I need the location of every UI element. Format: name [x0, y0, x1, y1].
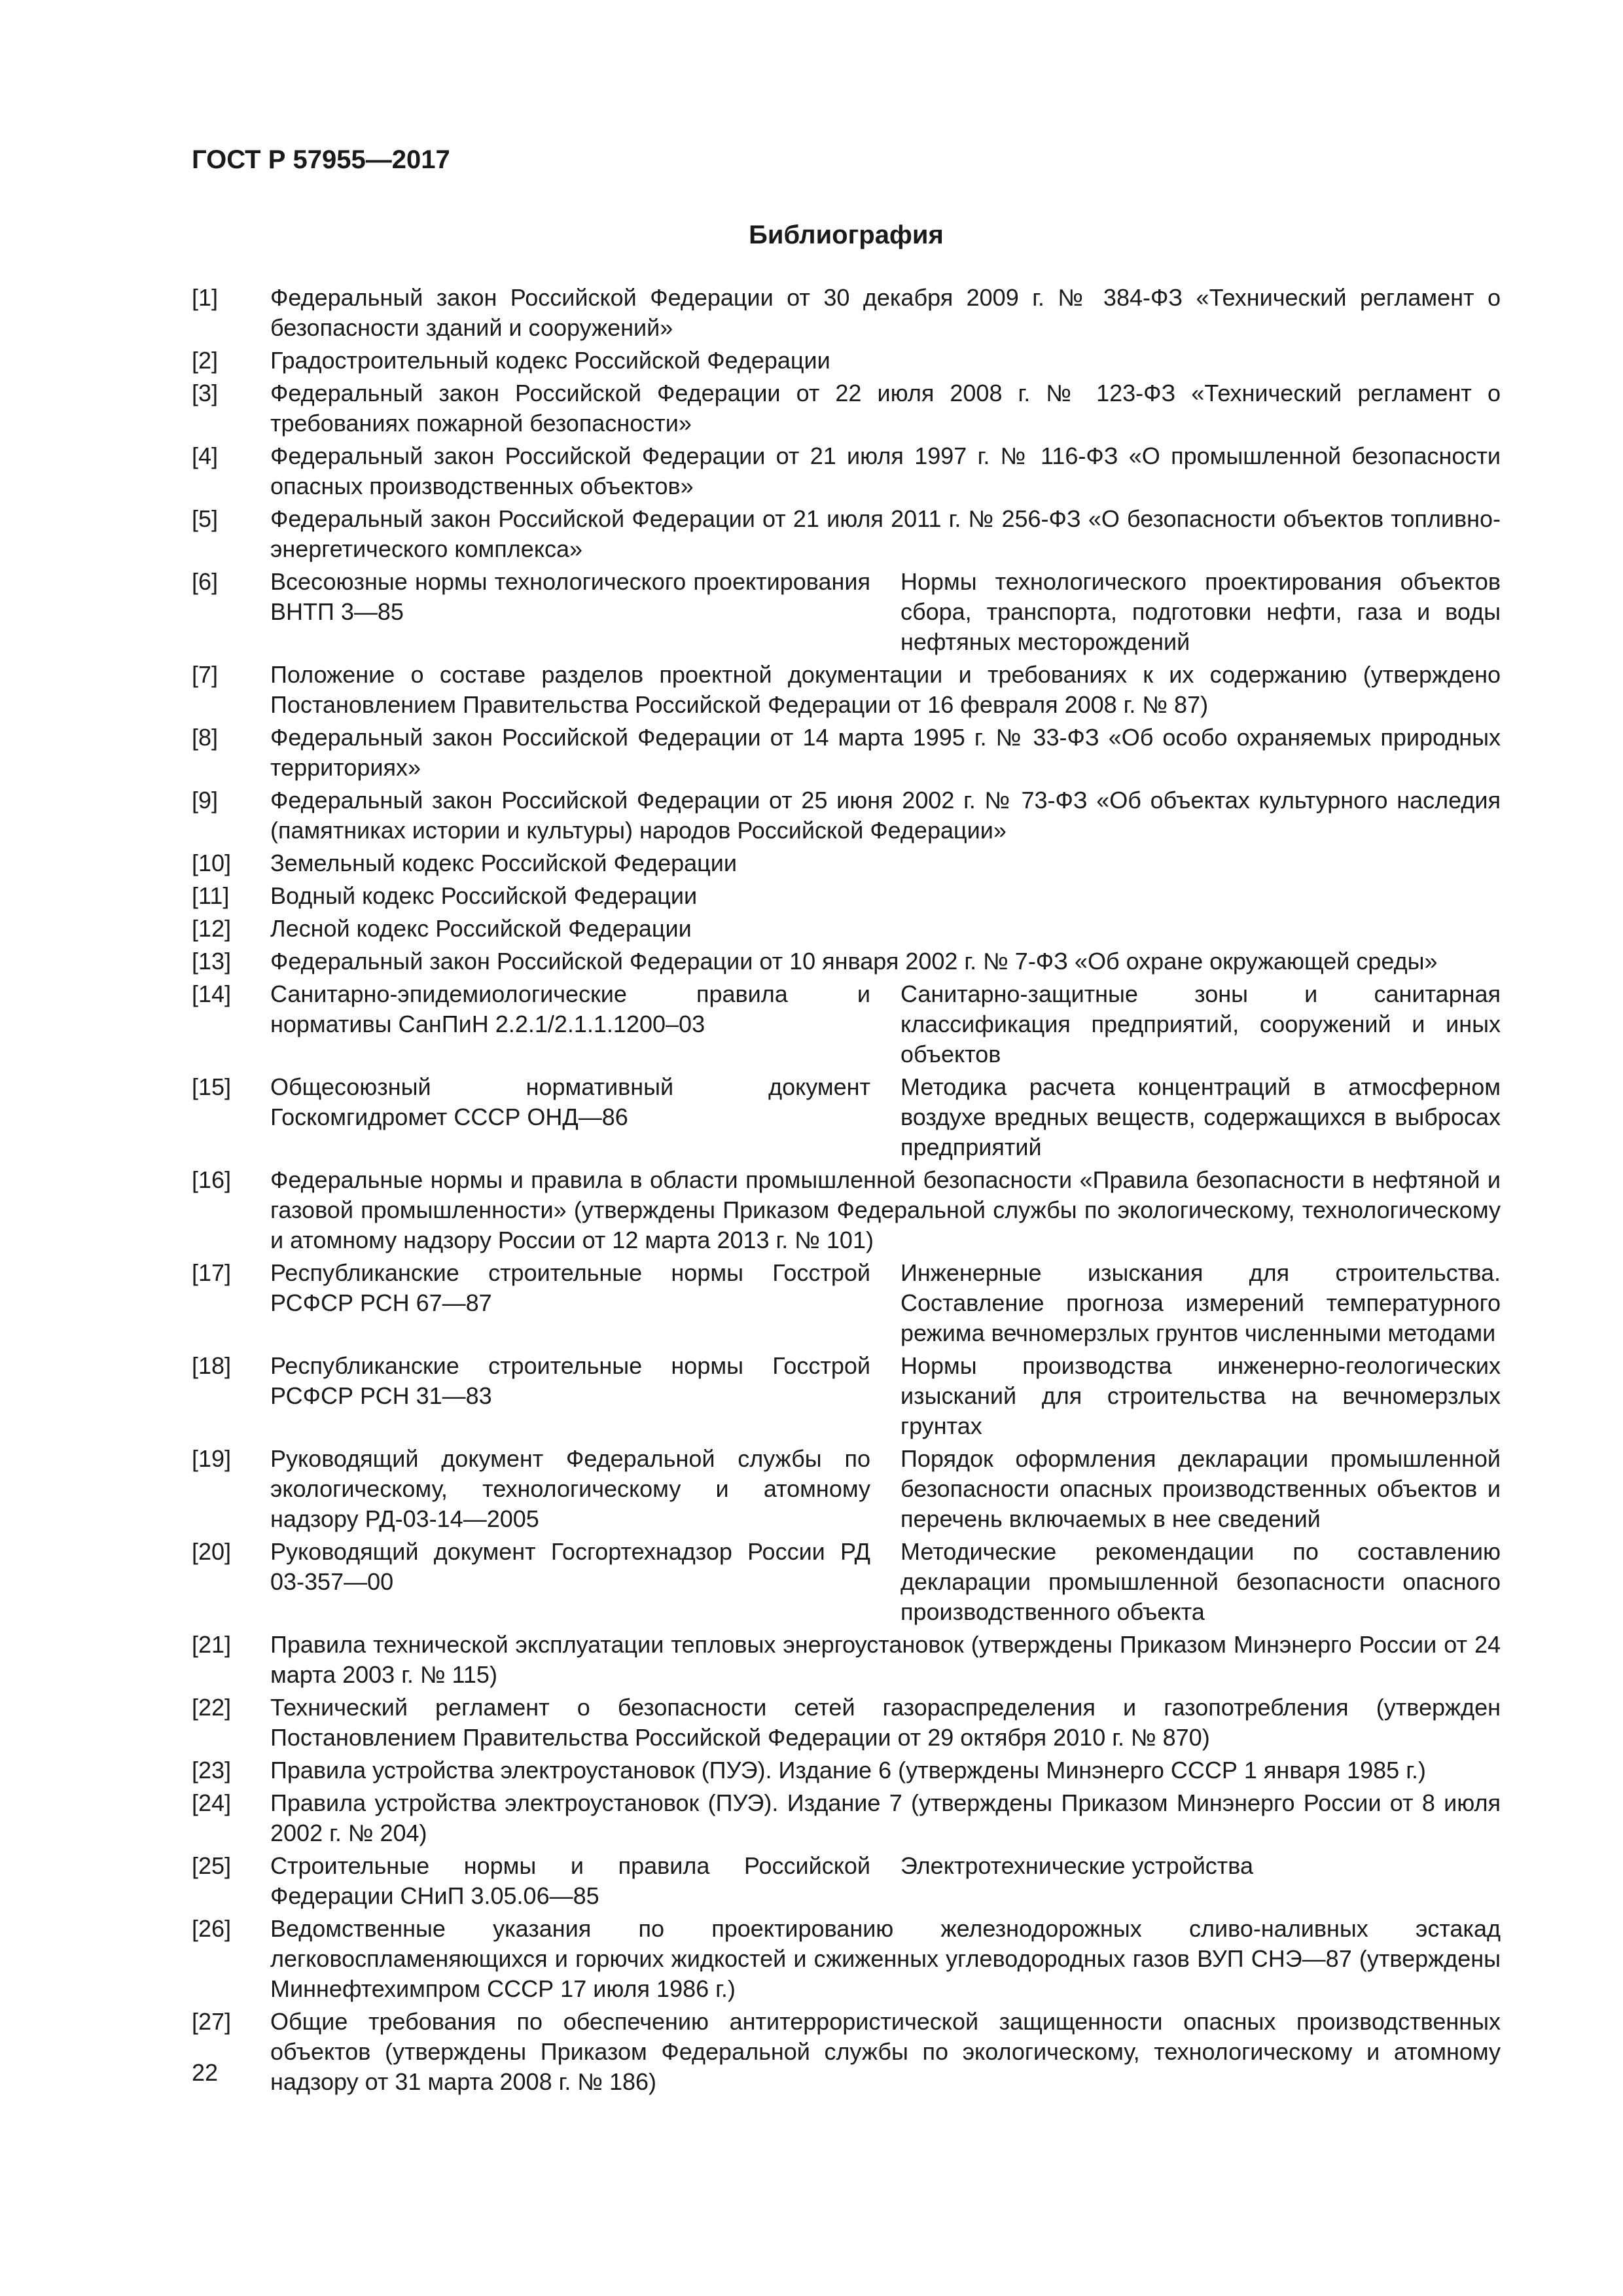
entry-two-column [270, 567, 1501, 657]
entry-text: Градостроительный кодекс Российской Федерации [270, 347, 830, 374]
bibliography-entry [192, 979, 1501, 1069]
entry-two-column [270, 1351, 1501, 1441]
bibliography-entry [192, 2007, 1501, 2097]
entry-document-title: Нормы производства инженерно-геологических изысканий для строительства на вечномерзлых грунтах [901, 1352, 1501, 1439]
bibliography-entry [192, 346, 1501, 376]
entry-number: [14] [192, 980, 232, 1007]
bibliography-entry [192, 441, 1501, 501]
entry-number: [20] [192, 1538, 232, 1565]
entry-text: Положение о составе разделов проектной документации и требованиях к их содержанию (утверждено Постановлением Правительства Российской Федерации от 16 февраля 2008 г. № 87) [270, 661, 1501, 718]
entry-number: [8] [192, 724, 219, 751]
bibliography-entry [192, 660, 1501, 720]
entry-text: Земельный кодекс Российской Федерации [270, 850, 738, 876]
bibliography-list [192, 283, 1501, 2100]
bibliography-entry [192, 1693, 1501, 1753]
entry-number: [2] [192, 347, 219, 374]
entry-number: [22] [192, 1694, 232, 1721]
bibliography-entry [192, 1755, 1501, 1785]
bibliography-entry [192, 785, 1501, 846]
entry-number: [4] [192, 442, 219, 469]
entry-document-title: Нормы технологического проектирования объектов сбора, транспорта, подготовки нефти, газа и воды нефтяных месторождений [901, 568, 1501, 655]
entry-number: [15] [192, 1073, 232, 1100]
entry-two-column [270, 1537, 1501, 1627]
entry-number: [6] [192, 568, 219, 595]
bibliography-entry [192, 881, 1501, 911]
entry-text: Федеральный закон Российской Федерации от 14 марта 1995 г. № 33-ФЗ «Об особо охраняемых природных территориях» [270, 724, 1501, 781]
bibliography-entry [192, 1537, 1501, 1627]
entry-text: Водный кодекс Российской Федерации [270, 882, 698, 909]
entry-number: [25] [192, 1852, 232, 1879]
entry-number: [5] [192, 505, 219, 532]
entry-number: [3] [192, 380, 219, 406]
entry-text: Федеральные нормы и правила в области промышленной безопасности «Правила безопасности в нефтяной и газовой промышленности» (утверждены Приказом Федеральной службы по экологическому, технологическому и атомному надзору России от 12 марта 2013 г. № 101) [270, 1166, 1501, 1253]
bibliography-entry [192, 914, 1501, 944]
bibliography-entry [192, 1258, 1501, 1348]
entry-number: [26] [192, 1915, 232, 1942]
entry-two-column [270, 1072, 1501, 1162]
entry-two-column [270, 1444, 1501, 1534]
entry-document-name: Строительные нормы и правила Российской Федерации СНиП 3.05.06—85 [270, 1852, 870, 1909]
bibliography-entry [192, 1351, 1501, 1441]
entry-document-name: Республиканские строительные нормы Госстрой РСФСР РСН 67—87 [270, 1259, 870, 1316]
entry-number: [16] [192, 1166, 232, 1193]
entry-text: Федеральный закон Российской Федерации от 22 июля 2008 г. № 123-ФЗ «Технический регламент о требованиях пожарной безопасности» [270, 380, 1501, 437]
entry-text: Федеральный закон Российской Федерации от 25 июня 2002 г. № 73-ФЗ «Об объектах культурного наследия (памятниках истории и культуры) народов Российской Федерации» [270, 787, 1501, 844]
bibliography-entry [192, 504, 1501, 564]
page-number: 22 [192, 2059, 219, 2086]
entry-text: Правила технической эксплуатации тепловых энергоустановок (утверждены Приказом Минэнерго России от 24 марта 2003 г. № 115) [270, 1631, 1501, 1688]
bibliography-entry [192, 1165, 1501, 1255]
entry-text: Общие требования по обеспечению антитеррористической защищенности опасных производственных объектов (утверждены Приказом Федеральной службы по экологическому, технологическому и атомному надзору от 31 марта 2008 г. № 186) [270, 2008, 1501, 2095]
entry-document-title: Инженерные изыскания для строительства. Составление прогноза измерений температурного режима вечномерзлых грунтов численными методами [901, 1259, 1501, 1346]
bibliography-entry [192, 378, 1501, 439]
bibliography-entry [192, 1788, 1501, 1848]
entry-document-title: Порядок оформления декларации промышленной безопасности опасных производственных объектов и перечень включаемых в нее сведений [901, 1445, 1501, 1532]
entry-document-title: Методические рекомендации по составлению декларации промышленной безопасности опасного производственного объекта [901, 1538, 1501, 1625]
document-code: ГОСТ Р 57955—2017 [192, 145, 450, 174]
entry-two-column [270, 1258, 1501, 1348]
entry-number: [17] [192, 1259, 232, 1286]
bibliography-title: Библиография [749, 221, 944, 249]
entry-text: Правила устройства электроустановок (ПУЭ). Издание 6 (утверждены Минэнерго СССР 1 января 1985 г.) [270, 1757, 1426, 1784]
entry-number: [11] [192, 882, 230, 909]
entry-text: Федеральный закон Российской Федерации от 21 июля 1997 г. № 116-ФЗ «О промышленной безопасности опасных производственных объектов» [270, 442, 1501, 499]
bibliography-entry [192, 946, 1501, 977]
entry-text: Федеральный закон Российской Федерации от 10 января 2002 г. № 7-ФЗ «Об охране окружающей среды» [270, 948, 1438, 975]
bibliography-entry [192, 1072, 1501, 1162]
entry-document-name: Республиканские строительные нормы Госстрой РСФСР РСН 31—83 [270, 1352, 870, 1409]
bibliography-entry [192, 1851, 1501, 1911]
bibliography-entry [192, 1914, 1501, 2004]
entry-text: Федеральный закон Российской Федерации от 30 декабря 2009 г. № 384-ФЗ «Технический регламент о безопасности зданий и сооружений» [270, 284, 1501, 341]
entry-two-column [270, 1851, 1501, 1911]
entry-number: [13] [192, 948, 232, 975]
entry-document-title: Санитарно-защитные зоны и санитарная классификация предприятий, сооружений и иных объектов [901, 980, 1501, 1067]
entry-text: Лесной кодекс Российской Федерации [270, 915, 692, 942]
entry-number: [24] [192, 1789, 232, 1816]
bibliography-entry [192, 723, 1501, 783]
entry-document-name: Руководящий документ Госгортехнадзор России РД 03-357—00 [270, 1538, 870, 1595]
entry-document-name: Общесоюзный нормативный документ Госкомгидромет СССР ОНД—86 [270, 1073, 870, 1130]
entry-number: [10] [192, 850, 232, 876]
entry-number: [27] [192, 2008, 232, 2035]
entry-text: Федеральный закон Российской Федерации от 21 июля 2011 г. № 256-ФЗ «О безопасности объектов топливно-энергетического комплекса» [270, 505, 1501, 562]
bibliography-entry [192, 567, 1501, 657]
entry-number: [9] [192, 787, 219, 814]
entry-document-name: Санитарно-эпидемиологические правила и нормативы СанПиН 2.2.1/2.1.1.1200–03 [270, 980, 870, 1037]
entry-document-title: Электротехнические устройства [901, 1852, 1254, 1879]
entry-document-name: Всесоюзные нормы технологического проектирования ВНТП 3—85 [270, 568, 870, 625]
entry-document-name: Руководящий документ Федеральной службы по экологическому, технологическому и атомному надзору РД-03-14—2005 [270, 1445, 870, 1532]
bibliography-entry [192, 283, 1501, 343]
entry-text: Правила устройства электроустановок (ПУЭ). Издание 7 (утверждены Приказом Минэнерго России от 8 июля 2002 г. № 204) [270, 1789, 1501, 1846]
entry-number: [7] [192, 661, 219, 688]
entry-number: [12] [192, 915, 232, 942]
entry-two-column [270, 979, 1501, 1069]
entry-number: [19] [192, 1445, 232, 1472]
entry-number: [23] [192, 1757, 232, 1784]
entry-number: [1] [192, 284, 219, 311]
entry-number: [18] [192, 1352, 232, 1379]
entry-number: [21] [192, 1631, 232, 1658]
bibliography-entry [192, 848, 1501, 878]
bibliography-entry [192, 1444, 1501, 1534]
bibliography-entry [192, 1630, 1501, 1690]
entry-text: Технический регламент о безопасности сетей газораспределения и газопотребления (утвержден Постановлением Правительства Российской Федерации от 29 октября 2010 г. № 870) [270, 1694, 1501, 1751]
entry-text: Ведомственные указания по проектированию железнодорожных сливо-наливных эстакад легковоспламеняющихся и горючих жидкостей и сжиженных углеводородных газов ВУП СНЭ—87 (утверждены Миннефтехимпром СССР 17 июля 1986 г.) [270, 1915, 1501, 2002]
entry-document-title: Методика расчета концентраций в атмосферном воздухе вредных веществ, содержащихся в выбросах предприятий [901, 1073, 1501, 1160]
